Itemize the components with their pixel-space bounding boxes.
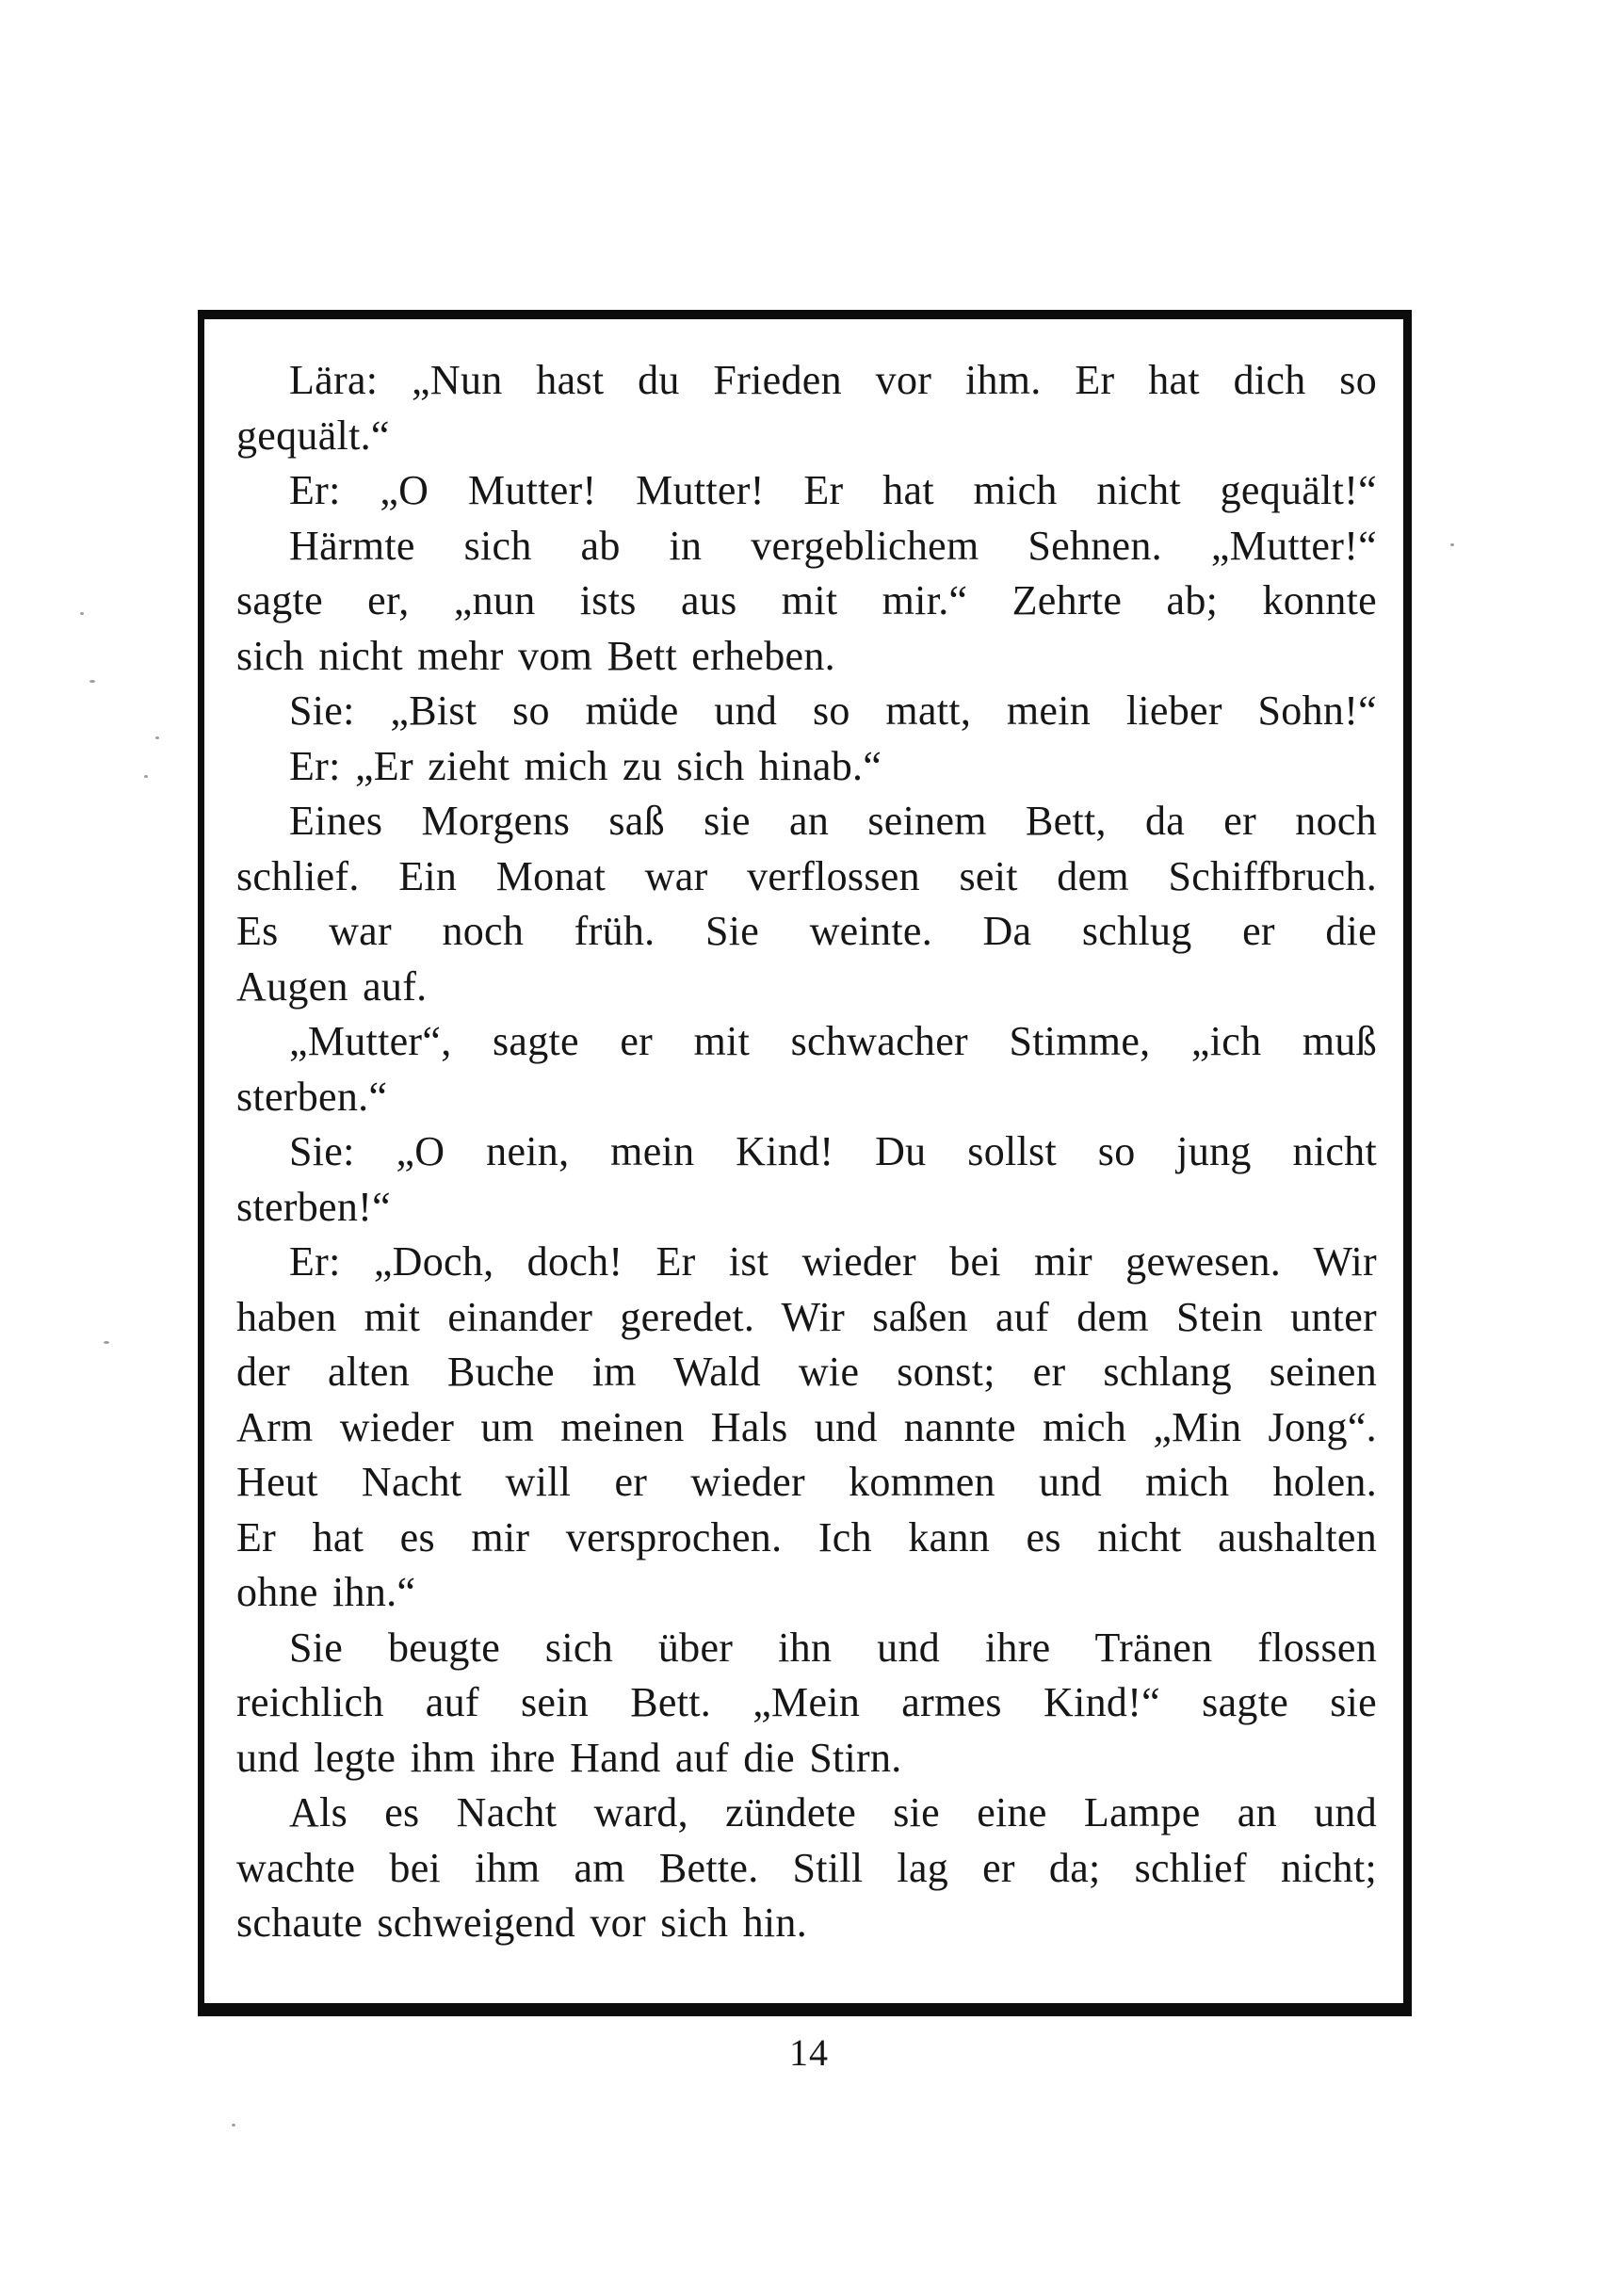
text-line: Arm wieder um meinen Hals und nannte mich „Min Jong“. [236, 1403, 1377, 1450]
text-line: gequält.“ [236, 412, 390, 459]
text-line: „Mutter“, sagte er mit schwacher Stimme, „ich muß [289, 1018, 1377, 1064]
text-line: Er: „O Mutter! Mutter! Er hat mich nicht gequält!“ [289, 467, 1377, 513]
scan-speck [80, 612, 84, 615]
text-line: Sie: „O nein, mein Kind! Du sollst so jung nicht [289, 1128, 1377, 1174]
scan-speck [104, 1341, 109, 1344]
text-line: Er hat es mir versprochen. Ich kann es nicht aushalten [236, 1513, 1377, 1560]
scan-speck [89, 680, 95, 683]
text-frame [198, 310, 1412, 2016]
text-line: Eines Morgens saß sie an seinem Bett, da er noch [289, 798, 1377, 844]
text-line: sterben.“ [236, 1073, 388, 1120]
scan-speck [155, 736, 159, 739]
text-line: wachte bei ihm am Bette. Still lag er da; schlief nicht; [236, 1844, 1377, 1891]
text-line: haben mit einander geredet. Wir saßen auf dem Stein unter [236, 1293, 1377, 1340]
text-line: ohne ihn.“ [236, 1569, 416, 1615]
text-line: Es war noch früh. Sie weinte. Da schlug er die [236, 908, 1377, 954]
text-line: schlief. Ein Monat war verflossen seit dem Schiffbruch. [236, 852, 1377, 899]
text-line: sterben!“ [236, 1183, 391, 1230]
page-number: 14 [789, 2031, 829, 2074]
text-line: der alten Buche im Wald wie sonst; er schlang seinen [236, 1349, 1377, 1395]
text-line: Er: „Er zieht mich zu sich hinab.“ [289, 742, 882, 789]
text-line: schaute schweigend vor sich hin. [236, 1900, 807, 1946]
text-line: und legte ihm ihre Hand auf die Stirn. [236, 1734, 902, 1781]
text-line: sich nicht mehr vom Bett erheben. [236, 632, 835, 679]
scan-speck [1450, 543, 1454, 546]
text-line: reichlich auf sein Bett. „Mein armes Kind!“ sagte sie [236, 1679, 1377, 1725]
text-line: Augen auf. [236, 962, 428, 1010]
text-line: Heut Nacht will er wieder kommen und mich holen. [236, 1459, 1377, 1505]
text-line: Härmte sich ab in vergeblichem Sehnen. „Mutter!“ [289, 522, 1377, 569]
scan-speck [232, 2124, 235, 2126]
text-line: sagte er, „nun ists aus mit mir.“ Zehrte ab; konnte [236, 577, 1377, 623]
text-line: Sie: „Bist so müde und so matt, mein lieber Sohn!“ [289, 687, 1377, 734]
text-line: Als es Nacht ward, zündete sie eine Lampe an und [289, 1789, 1377, 1835]
text-line: Lära: „Nun hast du Frieden vor ihm. Er hat dich so [289, 357, 1377, 403]
text-column [236, 353, 1377, 1951]
text-line: Er: „Doch, doch! Er ist wieder bei mir gewesen. Wir [289, 1238, 1377, 1285]
scan-speck [144, 775, 148, 778]
text-line: Sie beugte sich über ihn und ihre Tränen flossen [289, 1624, 1377, 1671]
